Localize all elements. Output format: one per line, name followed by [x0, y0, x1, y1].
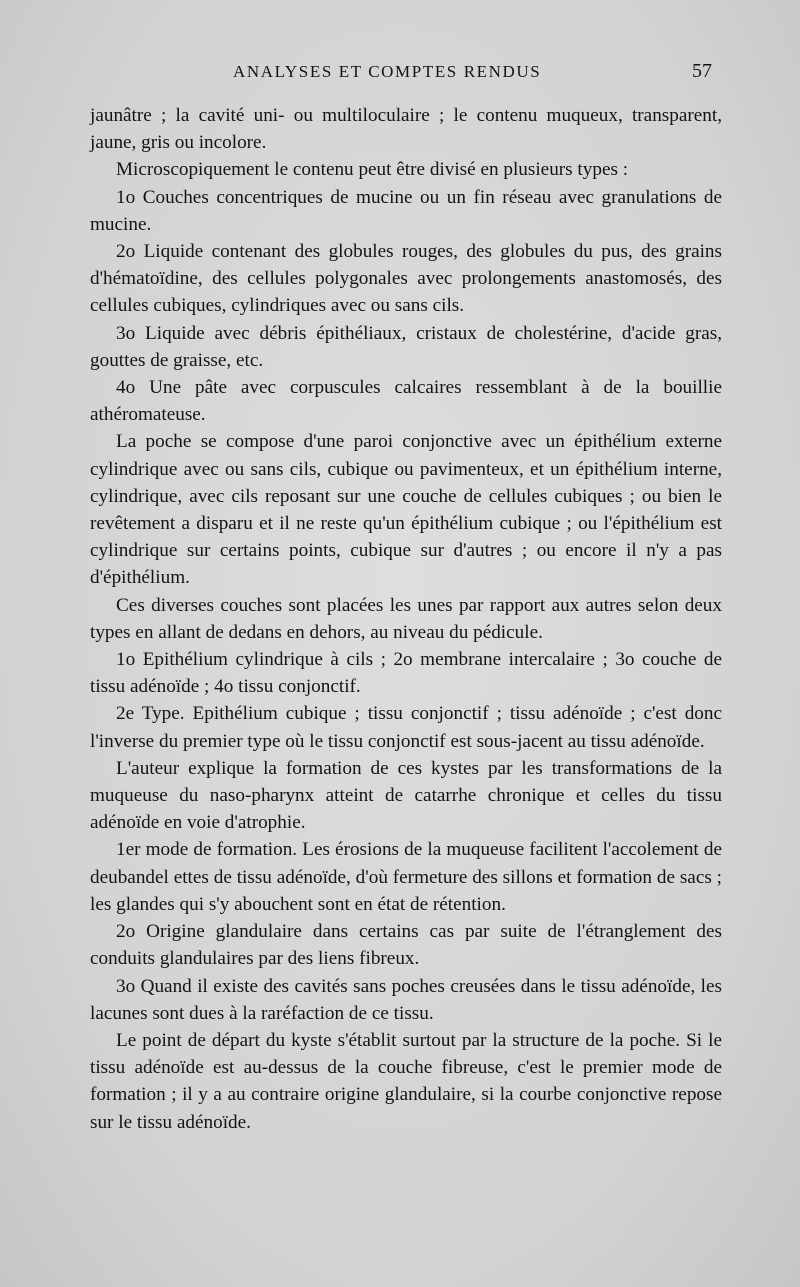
paragraph: Le point de départ du kyste s'établit surtout par la structure de la poche. Si le tissu adénoïde est au-dessus de la couche fibreuse, c'est le premier mode de formation ; il y a au contraire origine glandulaire, si la courbe conjonctive repose sur le tissu adénoïde.: [90, 1029, 722, 1133]
page-number: 57: [692, 60, 712, 82]
paragraph-type-2: 2o Liquide contenant des globules rouges, des globules du pus, des grains d'hématoïdine, des cellules polygonales avec prolongements anastomosés, des cellules cubiques, cylindriques avec ou sans cils.: [90, 241, 722, 317]
paragraph-type-3: 3o Liquide avec débris épithéliaux, cristaux de cholestérine, d'acide gras, gouttes de graisse, etc.: [90, 322, 722, 371]
paragraph-mode-2: 2o Origine glandulaire dans certains cas par suite de l'étranglement des conduits glandulaires par des liens fibreux.: [90, 921, 722, 970]
paragraph: La poche se compose d'une paroi conjonctive avec un épithélium externe cylindrique avec ou sans cils, cubique ou pavimenteux, et un épithélium interne, cylindrique, avec cils reposant sur une couche de cellules cubiques ; ou bien le revêtement a disparu et il ne reste qu'un épithélium cubique ; ou l'épithélium est cylindrique sur certains points, cubique sur d'autres ; ou encore il n'y a pas d'épithélium.: [90, 431, 722, 589]
body-text: [90, 102, 722, 1136]
page-header: [90, 62, 712, 88]
paragraph: L'auteur explique la formation de ces kystes par les transformations de la muqueuse du naso-pharynx atteint de catarrhe chronique et celles du tissu adénoïde en voie d'atrophie.: [90, 757, 722, 834]
paragraph-mode-1: 1er mode de formation. Les érosions de la muqueuse facilitent l'accolement de deubandel ettes de tissu adénoïde, d'où fermeture des sillons et formation de sacs ; les glandes qui s'y abouchent sont en état de rétention.: [90, 839, 722, 915]
paragraph: Microscopiquement le contenu peut être divisé en plusieurs types :: [116, 159, 629, 181]
paragraph-mode-3: 3o Quand il existe des cavités sans poches creusées dans le tissu adénoïde, les lacunes sont dues à la raréfaction de ce tissu.: [90, 975, 722, 1024]
paragraph: Ces diverses couches sont placées les unes par rapport aux autres selon deux types en allant de dedans en dehors, au niveau du pédicule.: [90, 594, 722, 643]
paragraph-second-type: 2e Type. Epithélium cubique ; tissu conjonctif ; tissu adénoïde ; c'est donc l'inverse du premier type où le tissu conjonctif est sous-jacent au tissu adénoïde.: [90, 703, 722, 752]
paragraph-type-4: 4o Une pâte avec corpuscules calcaires ressemblant à de la bouillie athéromateuse.: [90, 377, 722, 426]
running-head: ANALYSES ET COMPTES RENDUS: [233, 62, 542, 81]
paragraph-type-1: 1o Couches concentriques de mucine ou un fin réseau avec granulations de mucine.: [90, 186, 722, 235]
paragraph-first-type: 1o Epithélium cylindrique à cils ; 2o membrane intercalaire ; 3o couche de tissu adénoïde ; 4o tissu conjonctif.: [90, 649, 722, 698]
paragraph-continuation: jaunâtre ; la cavité uni- ou multiloculaire ; le contenu muqueux, transparent, jaune, gris ou incolore.: [90, 105, 722, 154]
